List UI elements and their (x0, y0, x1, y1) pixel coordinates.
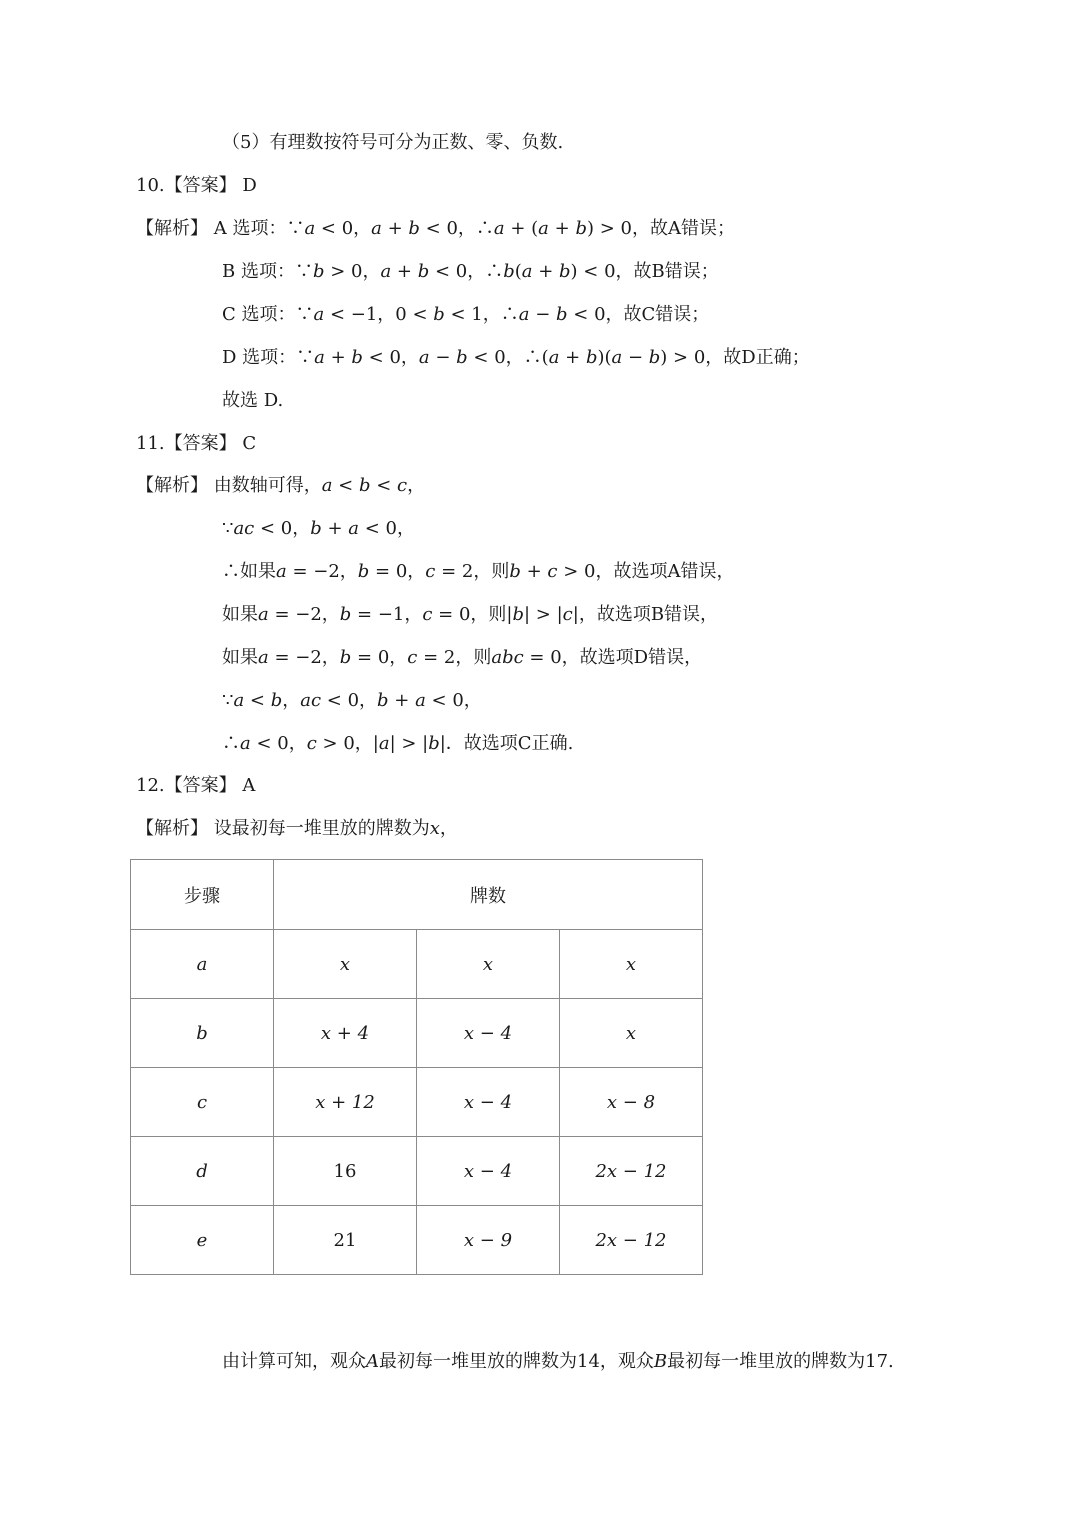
table-cell: 21 (274, 1206, 417, 1275)
analysis-11-line-1: 【解析】 由数轴可得，𝑎 < 𝑏 < 𝑐， (136, 475, 426, 496)
table-cell: a (131, 930, 274, 999)
analysis-10-option-a: 【解析】 A 选项：∵𝑎 < 0，𝑎 + 𝑏 < 0，∴𝑎 + (𝑎 + 𝑏) > 0，故A错误； (136, 218, 735, 239)
table-row (131, 1137, 703, 1206)
table-cell: 2x − 12 (560, 1137, 703, 1206)
table-cell: e (131, 1206, 274, 1275)
table-cell: x + 4 (274, 999, 417, 1068)
table-cell: 2x − 12 (560, 1206, 703, 1275)
table-cell: 16 (274, 1137, 417, 1206)
answer-10: 10.【答案】 D (136, 175, 257, 196)
analysis-12-conclusion: 由计算可知，观众𝐴最初每一堆里放的牌数为14，观众𝐵最初每一堆里放的牌数为17. (222, 1351, 894, 1372)
table-cell: x + 12 (274, 1068, 417, 1137)
analysis-10-conclusion: 故选 D. (222, 390, 284, 411)
table-row (131, 930, 703, 999)
analysis-12-line-1: 【解析】 设最初每一堆里放的牌数为𝑥， (136, 818, 458, 839)
table-cell: x (560, 930, 703, 999)
table-cell: x (274, 930, 417, 999)
analysis-11-line-7: ∴𝑎 < 0，𝑐 > 0，|𝑎| > |𝑏|．故选项C正确. (222, 733, 574, 754)
text-line-classification: （5）有理数按符号可分为正数、零、负数. (222, 132, 564, 153)
table-cell: x (417, 930, 560, 999)
table-cell: b (131, 999, 274, 1068)
table-cell: x (560, 999, 703, 1068)
header-step: 步骤 (131, 860, 274, 930)
header-card-count: 牌数 (274, 860, 703, 930)
analysis-11-line-6: ∵𝑎 < 𝑏，𝑎𝑐 < 0，𝑏 + 𝑎 < 0， (222, 690, 482, 711)
table-cell: c (131, 1068, 274, 1137)
table-cell: x − 8 (560, 1068, 703, 1137)
analysis-11-line-3: ∴如果𝑎 = −2，𝑏 = 0，𝑐 = 2，则𝑏 + 𝑐 > 0，故选项A错误， (222, 561, 735, 582)
answer-12: 12.【答案】 A (136, 775, 256, 796)
analysis-10-option-b: B 选项：∵𝑏 > 0，𝑎 + 𝑏 < 0，∴𝑏(𝑎 + 𝑏) < 0，故B错误； (222, 261, 719, 282)
table-row (131, 1206, 703, 1275)
analysis-11-line-5: 如果𝑎 = −2，𝑏 = 0，𝑐 = 2，则𝑎𝑏𝑐 = 0，故选项D错误， (222, 647, 703, 668)
analysis-11-line-2: ∵𝑎𝑐 < 0，𝑏 + 𝑎 < 0， (222, 518, 415, 539)
table-cell: x − 4 (417, 1068, 560, 1137)
table-row (131, 999, 703, 1068)
table-cell: x − 9 (417, 1206, 560, 1275)
analysis-10-option-d: D 选项：∵𝑎 + 𝑏 < 0，𝑎 − 𝑏 < 0，∴(𝑎 + 𝑏)(𝑎 − 𝑏) > 0，故D正确； (222, 347, 810, 368)
analysis-10-option-c: C 选项：∵𝑎 < −1，0 < 𝑏 < 1，∴𝑎 − 𝑏 < 0，故C错误； (222, 304, 710, 325)
table-row (131, 1068, 703, 1137)
card-count-table (130, 859, 703, 1275)
answer-11: 11.【答案】 C (136, 433, 257, 454)
table-cell: x − 4 (417, 1137, 560, 1206)
table-header-row (131, 860, 703, 930)
table-cell: x − 4 (417, 999, 560, 1068)
analysis-11-line-4: 如果𝑎 = −2，𝑏 = −1，𝑐 = 0，则|𝑏| > |𝑐|，故选项B错误， (222, 604, 719, 625)
table-cell: d (131, 1137, 274, 1206)
